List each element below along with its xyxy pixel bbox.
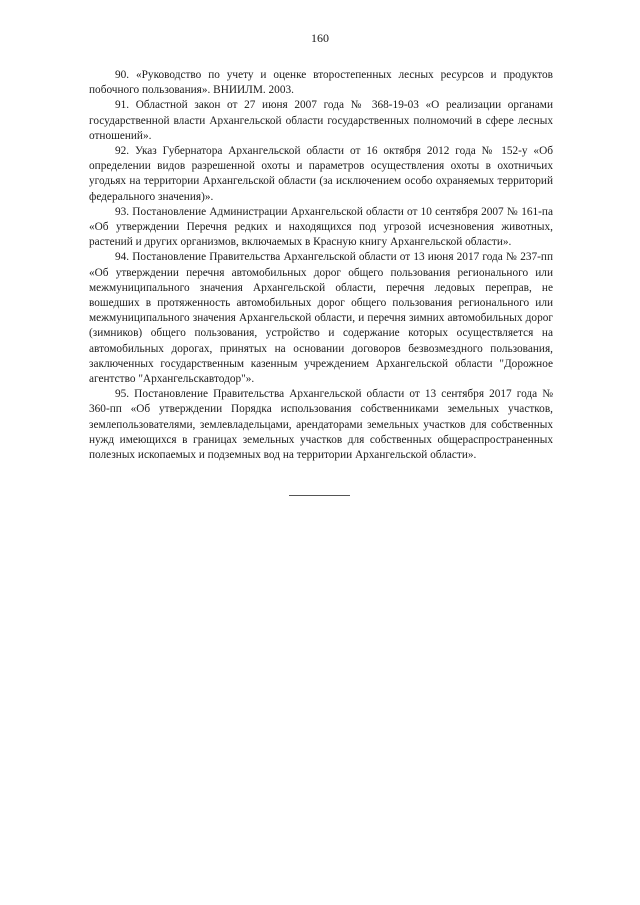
page-number: 160 <box>311 31 329 45</box>
reference-entry-90: 90. «Руководство по учету и оценке второстепенных лесных ресурсов и продуктов побочного пользования». ВНИИЛМ. 2003. <box>89 69 553 97</box>
end-of-text-rule <box>289 495 350 496</box>
reference-entry-94: 94. Постановление Правительства Архангельской области от 13 июня 2017 года № 237-пп «Об утверждении перечня автомобильных дорог общего пользования регионального или межмуниципального значения Архангельской области, перечня ледовых переправ, не вошедших в протяженность автомобильных дорог общего пользования регионального или межмуниципального значения Архангельской области, и перечня зимних автомобильных дорог (зимников) общего пользования, устройство и содержание которых осуществляется на автомобильных дорогах, принятых на основании договоров безвозмездного пользования, заключенных государственным казенным учреждением Архангельской области "Дорожное агентство "Архангельскавтодор"». <box>89 251 553 386</box>
reference-list <box>89 68 553 463</box>
reference-entry-93: 93. Постановление Администрации Архангельской области от 10 сентября 2007 № 161-па «Об утверждении Перечня редких и находящихся под угрозой исчезновения животных, растений и других организмов, включаемых в Красную книгу Архангельской области». <box>89 205 553 249</box>
reference-entry-91: 91. Областной закон от 27 июня 2007 года № 368-19-03 «О реализации органами государственной власти Архангельской области государственных полномочий в сфере лесных отношений». <box>89 99 553 142</box>
reference-entry-95: 95. Постановление Правительства Архангельской области от 13 сентября 2017 года № 360-пп «Об утверждении Порядка использования собственниками земельных участков, землепользователями, землевладельцами, арендаторами земельных участков для собственных нужд имеющихся в границах земельных участков для собственных общераспространенных полезных ископаемых и подземных вод на территории Архангельской области». <box>89 388 553 462</box>
reference-entry-92: 92. Указ Губернатора Архангельской области от 16 октября 2012 года № 152-у «Об определении видов разрешенной охоты и параметров осуществления охоты в охотничьих угодьях на территории Архангельской области (за исключением особо охраняемых территорий федерального значения)». <box>89 145 553 203</box>
